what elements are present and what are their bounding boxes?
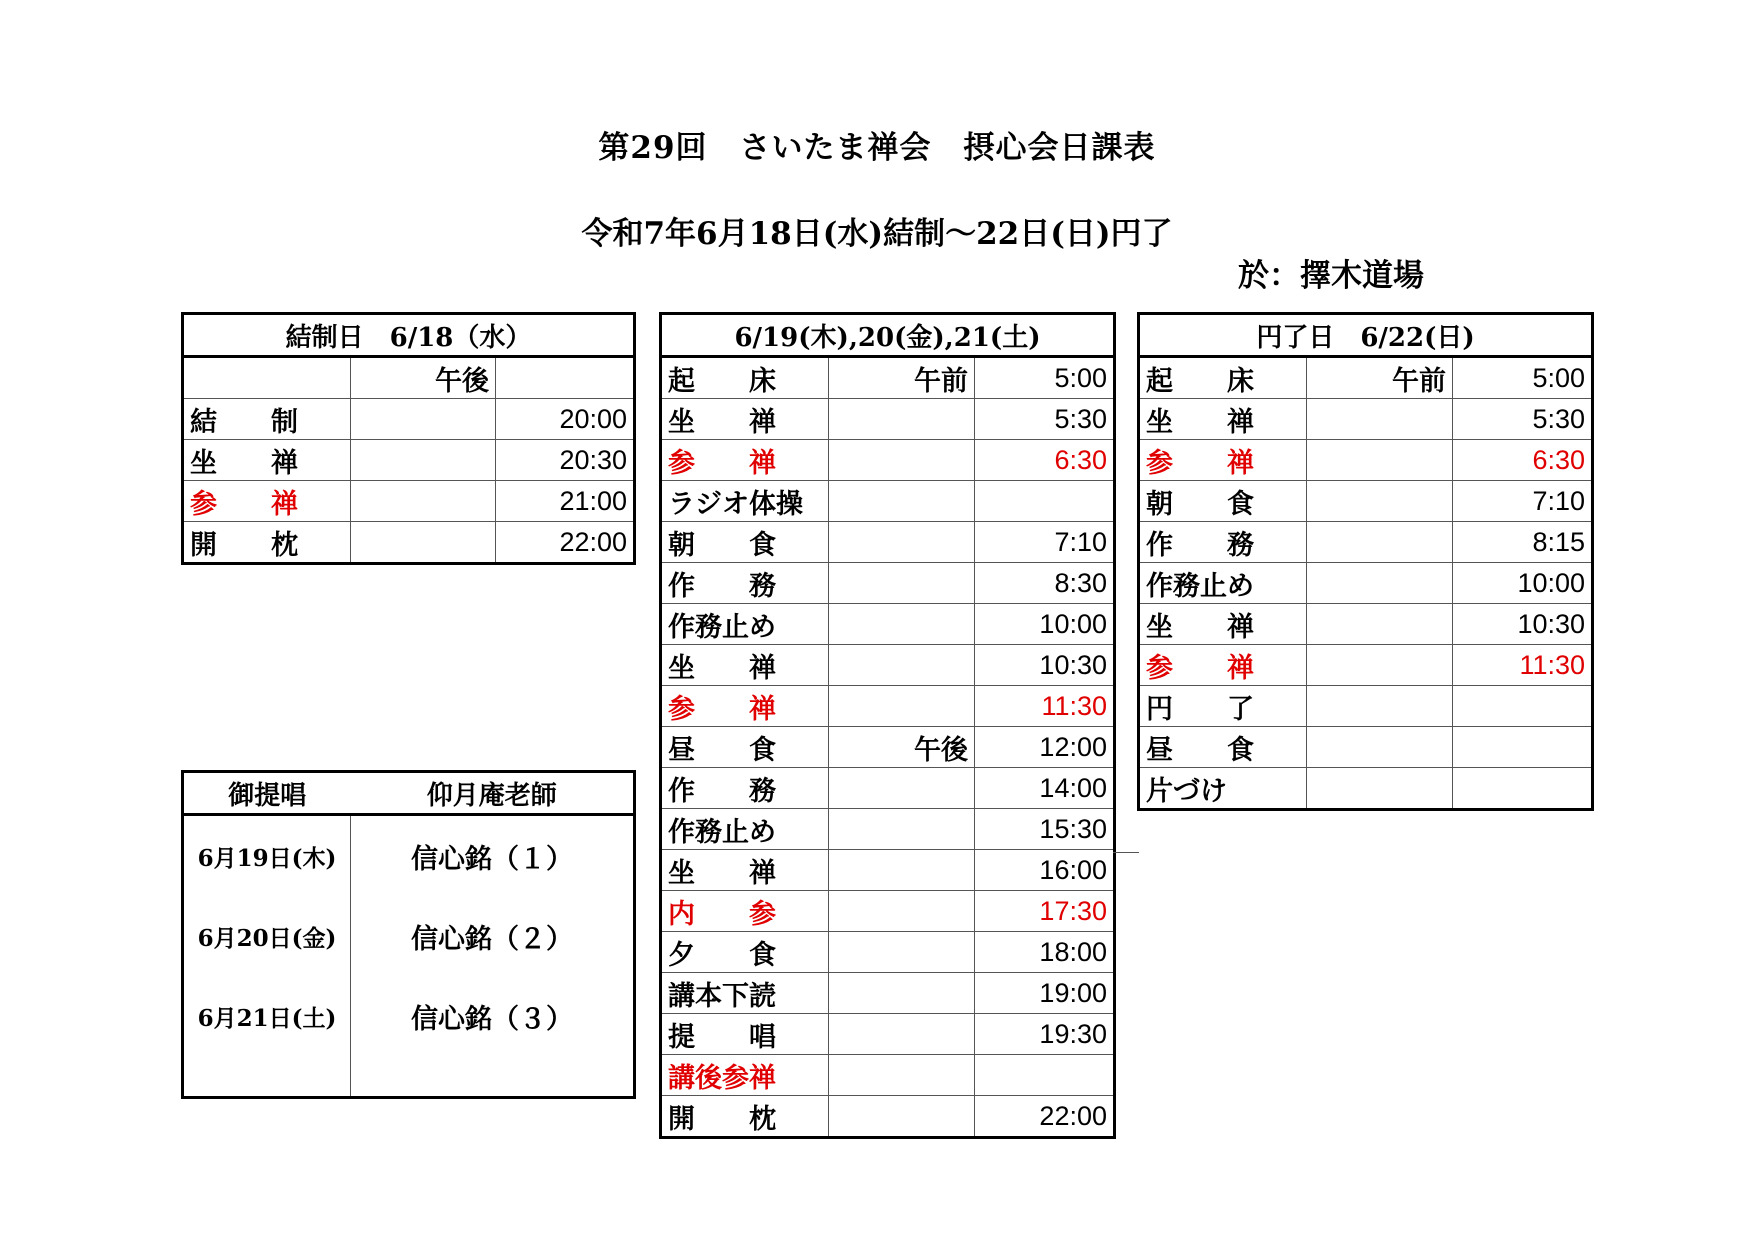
time-cell: 5:00 [975,357,1115,399]
activity-cell: 坐 禅 [1139,604,1307,645]
period-cell [829,932,975,973]
time-cell [1453,686,1593,727]
period-cell [829,1096,975,1138]
period-cell [829,399,975,440]
time-cell: 15:30 [975,809,1115,850]
table-row [661,604,1115,645]
activity-cell: ラジオ体操 [661,481,829,522]
time-cell: 18:00 [975,932,1115,973]
table-row [661,399,1115,440]
period-cell [1307,768,1453,810]
table-row [661,522,1115,563]
period-cell [1307,522,1453,563]
table-row [661,727,1115,768]
activity-cell: 夕 食 [661,932,829,973]
time-cell [1453,768,1593,810]
table-row [661,768,1115,809]
period-cell [1307,604,1453,645]
table-row [661,357,1115,399]
text-cell: 信心銘（１） [411,843,573,875]
table-row [661,645,1115,686]
activity-cell: 坐 禅 [661,399,829,440]
time-cell: 6:30 [1453,440,1593,481]
table-row [183,815,635,897]
period-cell: 午前 [1307,357,1453,399]
time-cell: 22:00 [975,1096,1115,1138]
table-row [661,850,1115,891]
table-row [183,481,635,522]
table-edge-line [1113,852,1139,853]
activity-cell: 作務止め [1139,563,1307,604]
activity-cell: 作 務 [661,563,829,604]
time-cell [1453,727,1593,768]
table-row [1139,357,1593,399]
activity-cell: 結 制 [183,399,351,440]
activity-cell: 参 禅 [661,686,829,727]
period-cell [1307,686,1453,727]
table-row [661,563,1115,604]
activity-cell: 参 禅 [661,440,829,481]
venue-label: 於：擇木道場 [1238,258,1424,294]
teisho-label: 御提唱 [183,772,351,815]
time-cell: 6:30 [975,440,1115,481]
time-cell: 14:00 [975,768,1115,809]
activity-cell: 坐 禅 [183,440,351,481]
activity-cell: 参 禅 [1139,645,1307,686]
period-cell [829,604,975,645]
period-cell [1307,399,1453,440]
period-cell [829,768,975,809]
period-cell [829,563,975,604]
table-row [661,973,1115,1014]
text-cell: 信心銘（３） [411,1003,573,1035]
table-row [661,891,1115,932]
table-row [183,522,635,564]
time-cell: 10:30 [975,645,1115,686]
activity-cell: 昼 食 [1139,727,1307,768]
period-subtitle: 令和7年6月18日(水)結制～22日(日)円了 [581,216,1173,252]
activity-cell: 参 禅 [1139,440,1307,481]
table-row [1139,686,1593,727]
time-cell: 5:30 [1453,399,1593,440]
table-row [1139,563,1593,604]
period-cell [829,1014,975,1055]
period-label: 午後 [351,357,496,399]
activity-cell: 坐 禅 [661,645,829,686]
page-title: 第29回 さいたま禅会 摂心会日課表 [598,130,1156,166]
time-cell: 17:30 [975,891,1115,932]
table-row [1139,768,1593,810]
period-cell [829,1055,975,1096]
period-cell [1307,727,1453,768]
teisho-table [181,770,636,1099]
time-cell: 22:00 [496,522,635,564]
table-row [183,896,635,976]
table-row [183,399,635,440]
time-cell: 5:00 [1453,357,1593,399]
period-cell: 午後 [829,727,975,768]
activity-cell: 朝 食 [1139,481,1307,522]
period-cell [829,645,975,686]
time-cell: 10:30 [1453,604,1593,645]
time-cell: 20:00 [496,399,635,440]
schedule-table-day2 [659,312,1116,1139]
period-cell [829,481,975,522]
period-cell: 午前 [829,357,975,399]
activity-cell: 講後参禅 [661,1055,829,1096]
table-row [661,932,1115,973]
period-cell [829,891,975,932]
table-row [661,1096,1115,1138]
table-title: 円了日 6/22(日) [1139,314,1593,357]
activity-cell: 朝 食 [661,522,829,563]
table-row [183,440,635,481]
activity-cell: 参 禅 [183,481,351,522]
activity-cell: 起 床 [661,357,829,399]
period-cell [829,809,975,850]
activity-cell: 起 床 [1139,357,1307,399]
date-cell: 6月19日(木) [183,815,351,897]
time-cell: 11:30 [975,686,1115,727]
table-row [661,440,1115,481]
table-row [661,809,1115,850]
period-cell [1307,645,1453,686]
time-cell: 19:00 [975,973,1115,1014]
time-cell: 5:30 [975,399,1115,440]
time-cell: 10:00 [1453,563,1593,604]
activity-cell: 作 務 [1139,522,1307,563]
period-cell [1307,563,1453,604]
table-row [1139,440,1593,481]
time-cell: 8:30 [975,563,1115,604]
period-cell [1307,481,1453,522]
activity-cell: 作 務 [661,768,829,809]
table-row [1139,399,1593,440]
time-cell: 7:10 [1453,481,1593,522]
schedule-table-day1 [181,312,636,565]
activity-cell: 坐 禅 [1139,399,1307,440]
time-cell: 10:00 [975,604,1115,645]
period-cell [829,973,975,1014]
table-row [1139,604,1593,645]
table-row [183,976,635,1056]
time-cell: 12:00 [975,727,1115,768]
table-row [1139,522,1593,563]
activity-cell: 昼 食 [661,727,829,768]
time-cell: 19:30 [975,1014,1115,1055]
period-cell [829,686,975,727]
period-cell [829,440,975,481]
activity-cell: 開 枕 [183,522,351,564]
period-cell [1307,440,1453,481]
table-row [661,1055,1115,1096]
time-cell: 20:30 [496,440,635,481]
period-cell [829,850,975,891]
table-row [661,686,1115,727]
table-row [661,1014,1115,1055]
time-cell [975,481,1115,522]
activity-cell: 提 唱 [661,1014,829,1055]
activity-cell: 坐 禅 [661,850,829,891]
table-title: 結制日 6/18（水） [183,314,635,357]
time-cell: 7:10 [975,522,1115,563]
activity-cell: 作務止め [661,604,829,645]
time-cell: 11:30 [1453,645,1593,686]
activity-cell: 円 了 [1139,686,1307,727]
date-cell: 6月20日(金) [183,896,351,976]
schedule-table-day3 [1137,312,1594,811]
time-cell: 8:15 [1453,522,1593,563]
time-cell: 21:00 [496,481,635,522]
period-cell [829,522,975,563]
time-cell [975,1055,1115,1096]
time-cell: 16:00 [975,850,1115,891]
activity-cell: 開 枕 [661,1096,829,1138]
teisho-teacher: 仰月庵老師 [351,772,635,815]
table-row [1139,727,1593,768]
table-title: 6/19(木),20(金),21(土) [661,314,1115,357]
table-row [1139,645,1593,686]
table-row [661,481,1115,522]
activity-cell: 片づけ [1139,768,1307,810]
text-cell: 信心銘（２） [411,923,573,955]
activity-cell: 内 参 [661,891,829,932]
table-row [1139,481,1593,522]
date-cell: 6月21日(土) [183,976,351,1056]
activity-cell: 作務止め [661,809,829,850]
activity-cell: 講本下読 [661,973,829,1014]
